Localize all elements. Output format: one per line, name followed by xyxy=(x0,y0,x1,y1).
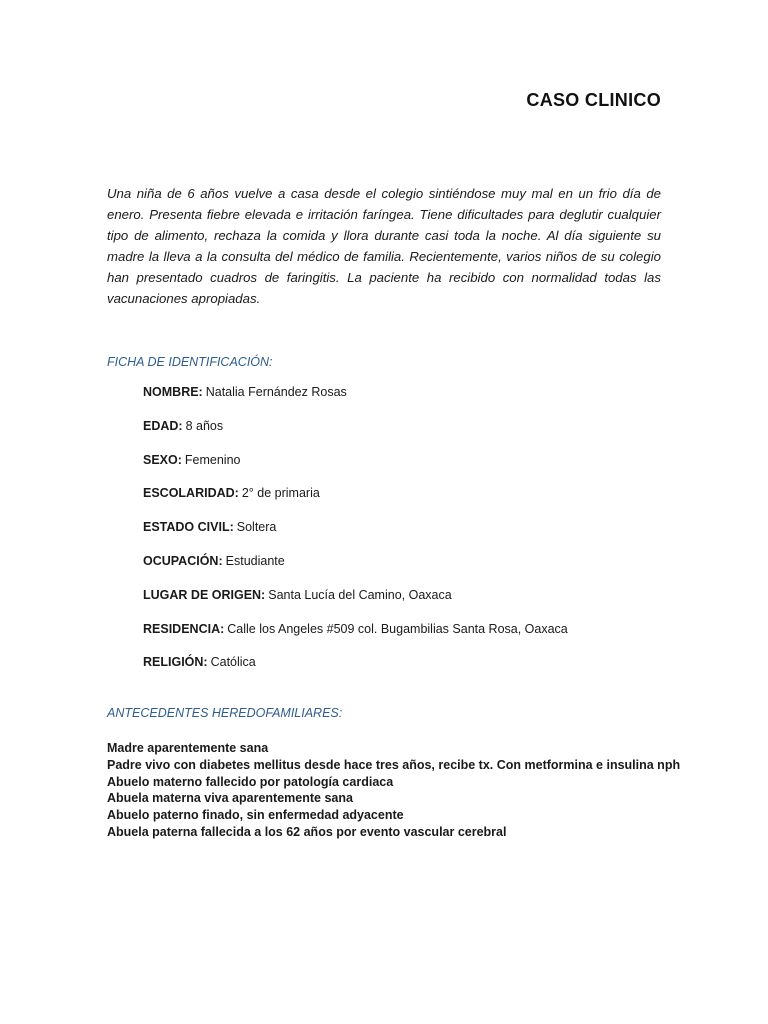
field-value: 8 años xyxy=(185,418,224,433)
field-religion xyxy=(143,655,568,689)
list-item: Abuelo materno fallecido por patología cardiaca xyxy=(107,774,394,789)
document-title: CASO CLINICO xyxy=(526,90,661,110)
list-item: Abuela paterna fallecida a los 62 años por evento vascular cerebral xyxy=(107,824,507,839)
field-label: RESIDENCIA: xyxy=(143,621,225,636)
field-value: Estudiante xyxy=(225,553,285,568)
field-value: Soltera xyxy=(236,520,277,535)
list-item: Abuela materna viva aparentemente sana xyxy=(107,791,353,806)
field-value: Femenino xyxy=(184,452,241,467)
case-description: Una niña de 6 años vuelve a casa desde el colegio sintiéndose muy mal en un frio día de enero. Presenta fiebre elevada e irritación faríngea. Tiene dificultades para deglutir cualquier tipo de alimento, rechaza la comida y llora durante casi toda la noche. Al día siguiente su madre la lleva a la consulta del médico de familia. Recientemente, varios niños de su colegio han presentado cuadros de faringitis. La paciente ha recibido con normalidad todas las vacunaciones apropiadas. xyxy=(107,186,661,307)
field-label: ESTADO CIVIL: xyxy=(143,520,234,535)
field-value: 2° de primaria xyxy=(241,486,320,501)
field-residencia xyxy=(143,622,568,656)
field-label: OCUPACIÓN: xyxy=(143,553,223,568)
field-escolaridad xyxy=(143,486,568,520)
field-label: EDAD: xyxy=(143,418,183,433)
list-item: Abuelo paterno finado, sin enfermedad adyacente xyxy=(107,808,404,823)
field-sexo xyxy=(143,453,568,487)
field-label: LUGAR DE ORIGEN: xyxy=(143,587,266,602)
field-label: RELIGIÓN: xyxy=(143,655,208,670)
field-value: Natalia Fernández Rosas xyxy=(205,385,347,399)
field-nombre xyxy=(143,385,568,419)
identification-fields xyxy=(143,385,568,689)
field-estado-civil xyxy=(143,520,568,554)
family-history-list xyxy=(107,740,680,841)
field-label: NOMBRE: xyxy=(143,385,203,399)
field-value: Católica xyxy=(210,655,256,670)
field-label: ESCOLARIDAD: xyxy=(143,486,239,501)
family-history-heading: ANTECEDENTES HEREDOFAMILIARES: xyxy=(107,706,343,720)
list-item: Madre aparentemente sana xyxy=(107,741,269,755)
identification-heading: FICHA DE IDENTIFICACIÓN: xyxy=(107,355,273,369)
field-lugar-de-origen xyxy=(143,588,568,622)
field-ocupacion xyxy=(143,554,568,588)
field-label: SEXO: xyxy=(143,452,182,467)
list-item: Padre vivo con diabetes mellitus desde hace tres años, recibe tx. Con metformina e insulina nph xyxy=(107,757,681,772)
field-value: Calle los Angeles #509 col. Bugambilias Santa Rosa, Oaxaca xyxy=(227,621,568,636)
field-edad xyxy=(143,419,568,453)
field-value: Santa Lucía del Camino, Oaxaca xyxy=(268,587,452,602)
